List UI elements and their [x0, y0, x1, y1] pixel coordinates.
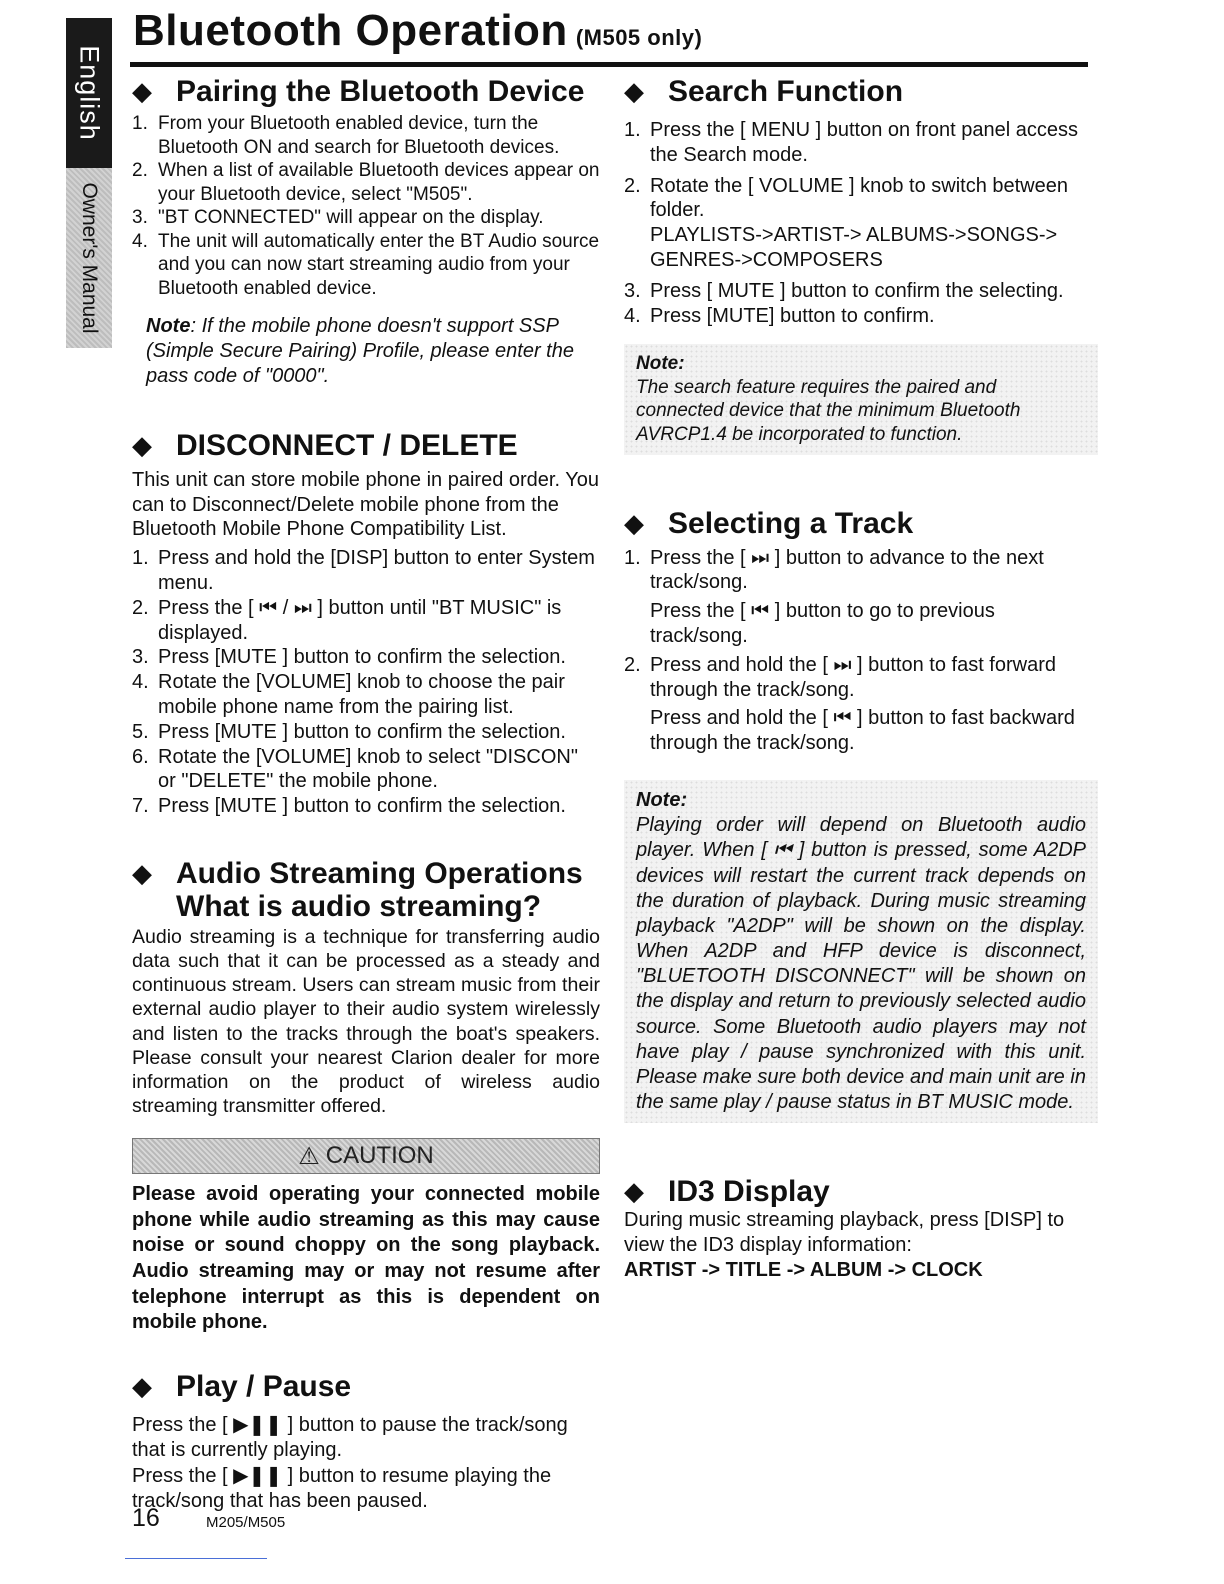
disconnect-intro: This unit can store mobile phone in paired order. You can to Disconnect/Delete mobile phone from the Bluetooth Mobile Phone Compatibility List.	[132, 468, 599, 541]
page-number: 16	[132, 1504, 160, 1532]
page-title-text: Bluetooth Operation	[133, 6, 568, 55]
diamond-bullet-icon: ◆	[624, 76, 644, 106]
list-item: 1. From your Bluetooth enabled device, turn the Bluetooth ON and search for Bluetooth devices.	[132, 113, 560, 158]
search-path: PLAYLISTS->ARTIST-> ALBUMS->SONGS-> GENRES->COMPOSERS	[650, 224, 1058, 271]
list-item: 2. When a list of available Bluetooth devices appear on your Bluetooth device, select "M505".	[132, 160, 600, 205]
list-item: 1. Press the [ ⏭ ] button to advance to the next track/song. Press the [ ⏮ ] button to go to previous track/song.	[624, 546, 1044, 647]
diamond-bullet-icon: ◆	[132, 857, 152, 888]
play-pause-section	[132, 1370, 600, 1514]
disconnect-section	[132, 429, 600, 819]
list-item: 3. Press [ MUTE ] button to confirm the selecting.	[624, 279, 1064, 302]
diamond-bullet-icon: ◆	[132, 76, 152, 106]
disconnect-heading: ◆ DISCONNECT / DELETE	[132, 428, 518, 462]
disconnect-steps	[132, 546, 600, 819]
play-pause-line-1: Press the [ ▶❚❚ ] button to pause the track/song that is currently playing.	[132, 1413, 568, 1461]
list-item: 4. The unit will automatically enter the BT Audio source and you can now start streaming audio from your Bluetooth enabled device.	[132, 230, 600, 299]
diamond-bullet-icon: ◆	[624, 507, 644, 538]
search-heading: ◆ Search Function	[624, 75, 904, 108]
note-label: Note	[146, 315, 191, 338]
track-steps	[624, 546, 1098, 756]
caution-section	[132, 1138, 600, 1336]
search-steps	[624, 118, 1098, 328]
streaming-section	[132, 857, 600, 1118]
title-divider	[130, 62, 1088, 67]
page-title	[133, 6, 702, 56]
search-section	[624, 75, 1098, 455]
diamond-bullet-icon: ◆	[132, 429, 152, 460]
list-item: 1. Press the [ MENU ] button on front panel access the Search mode.	[624, 119, 1078, 166]
diamond-bullet-icon: ◆	[132, 1370, 152, 1401]
id3-body: During music streaming playback, press [DISP] to view the ID3 display information:	[624, 1209, 1065, 1257]
list-item: 5. Press [MUTE ] button to confirm the selection.	[132, 720, 566, 743]
manual-label: Owner's Manual	[78, 182, 101, 334]
list-item: 6. Rotate the [VOLUME] knob to select "DISCON" or "DELETE" the mobile phone.	[132, 745, 578, 793]
list-item: 2. Rotate the [ VOLUME ] knob to switch between folder. PLAYLISTS->ARTIST-> ALBUMS->SONGS-> GENRES->COMPOSERS	[624, 174, 1068, 271]
id3-section	[624, 1175, 1098, 1282]
id3-heading: ◆ ID3 Display	[624, 1175, 830, 1209]
list-item: 2. Press and hold the [ ⏭ ] button to fast forward through the track/song. Press and hold the [ ⏮ ] button to fast backward through the track/song.	[624, 653, 1075, 755]
page-subtitle: (M505 only)	[575, 25, 703, 50]
play-pause-line-2: Press the [ ▶❚❚ ] button to resume playing the track/song that has been paused.	[132, 1465, 552, 1513]
list-item: 3. Press [MUTE ] button to confirm the selection.	[132, 646, 566, 669]
track-section	[624, 507, 1098, 1124]
list-item: 3. "BT CONNECTED" will appear on the display.	[132, 207, 544, 229]
manual-tab	[66, 168, 112, 348]
pairing-note: Note: If the mobile phone doesn't support SSP (Simple Secure Pairing) Profile, please enter the pass code of "0000".	[146, 315, 574, 387]
pairing-heading: ◆ Pairing the Bluetooth Device	[132, 75, 585, 108]
note-label: Note:	[636, 353, 685, 375]
streaming-heading: ◆ Audio Streaming Operations What is audio streaming?	[132, 856, 583, 923]
warning-icon: ⚠	[298, 1142, 320, 1170]
pairing-steps	[132, 112, 600, 300]
search-note: Note: The search feature requires the paired and connected device that the minimum Bluetooth AVRCP1.4 be incorporated to function.	[624, 344, 1098, 454]
list-item: 4. Rotate the [VOLUME] knob to choose the pair mobile phone name from the pairing list.	[132, 671, 565, 718]
caution-text: Please avoid operating your connected mobile phone while audio streaming as this may cause noise or sound choppy on the song playback. Audio streaming may or may not resume after telephone interrupt as this is dependent on mobile phone.	[132, 1183, 600, 1334]
left-column	[132, 75, 600, 1514]
streaming-body: Audio streaming is a technique for transferring audio data such that it can be processed as a steady and continuous stream. Users can stream music from their external audio player to their audio system wirelessly and listen to the tracks through the boat's speakers. Please consult your nearest Clarion dealer for more information on the product of wireless audio streaming transmitter offered.	[132, 925, 600, 1118]
list-item: 1. Press and hold the [DISP] button to enter System menu.	[132, 547, 595, 594]
play-pause-heading: ◆ Play / Pause	[132, 1369, 352, 1403]
list-item: 7. Press [MUTE ] button to confirm the selection.	[132, 795, 566, 818]
diamond-bullet-icon: ◆	[624, 1176, 644, 1207]
note-label: Note:	[636, 788, 688, 811]
list-item: 2. Press the [ ⏮ / ⏭ ] button until "BT MUSIC" is displayed.	[132, 596, 562, 644]
language-side-tab	[66, 18, 112, 348]
footer-model: M205/M505	[206, 1514, 286, 1531]
caution-banner: ⚠ CAUTION	[132, 1138, 600, 1174]
footer-rule	[125, 1558, 267, 1559]
track-heading: ◆ Selecting a Track	[624, 506, 914, 540]
id3-sequence: ARTIST -> TITLE -> ALBUM -> CLOCK	[624, 1258, 983, 1281]
track-note: Note: Playing order will depend on Bluetooth audio player. When [ ⏮ ] button is pressed, some A2DP devices will restart the current track depends on the duration of playback. During music streaming playback "A2DP" will be shown on the display. When A2DP and HFP device is disconnect, "BLUETOOTH DISCONNECT" will be shown on the display and return to previously selected audio source. Some Bluetooth audio players may not have play / pause synchronized with this unit. Please make sure both device and main unit are in the same play / pause status in BT MUSIC mode.	[624, 780, 1098, 1123]
list-item: 4. Press [MUTE] button to confirm.	[624, 304, 935, 327]
pairing-section	[132, 75, 600, 389]
right-column	[624, 75, 1098, 1283]
language-tab	[66, 18, 112, 168]
language-label: English	[74, 45, 105, 141]
